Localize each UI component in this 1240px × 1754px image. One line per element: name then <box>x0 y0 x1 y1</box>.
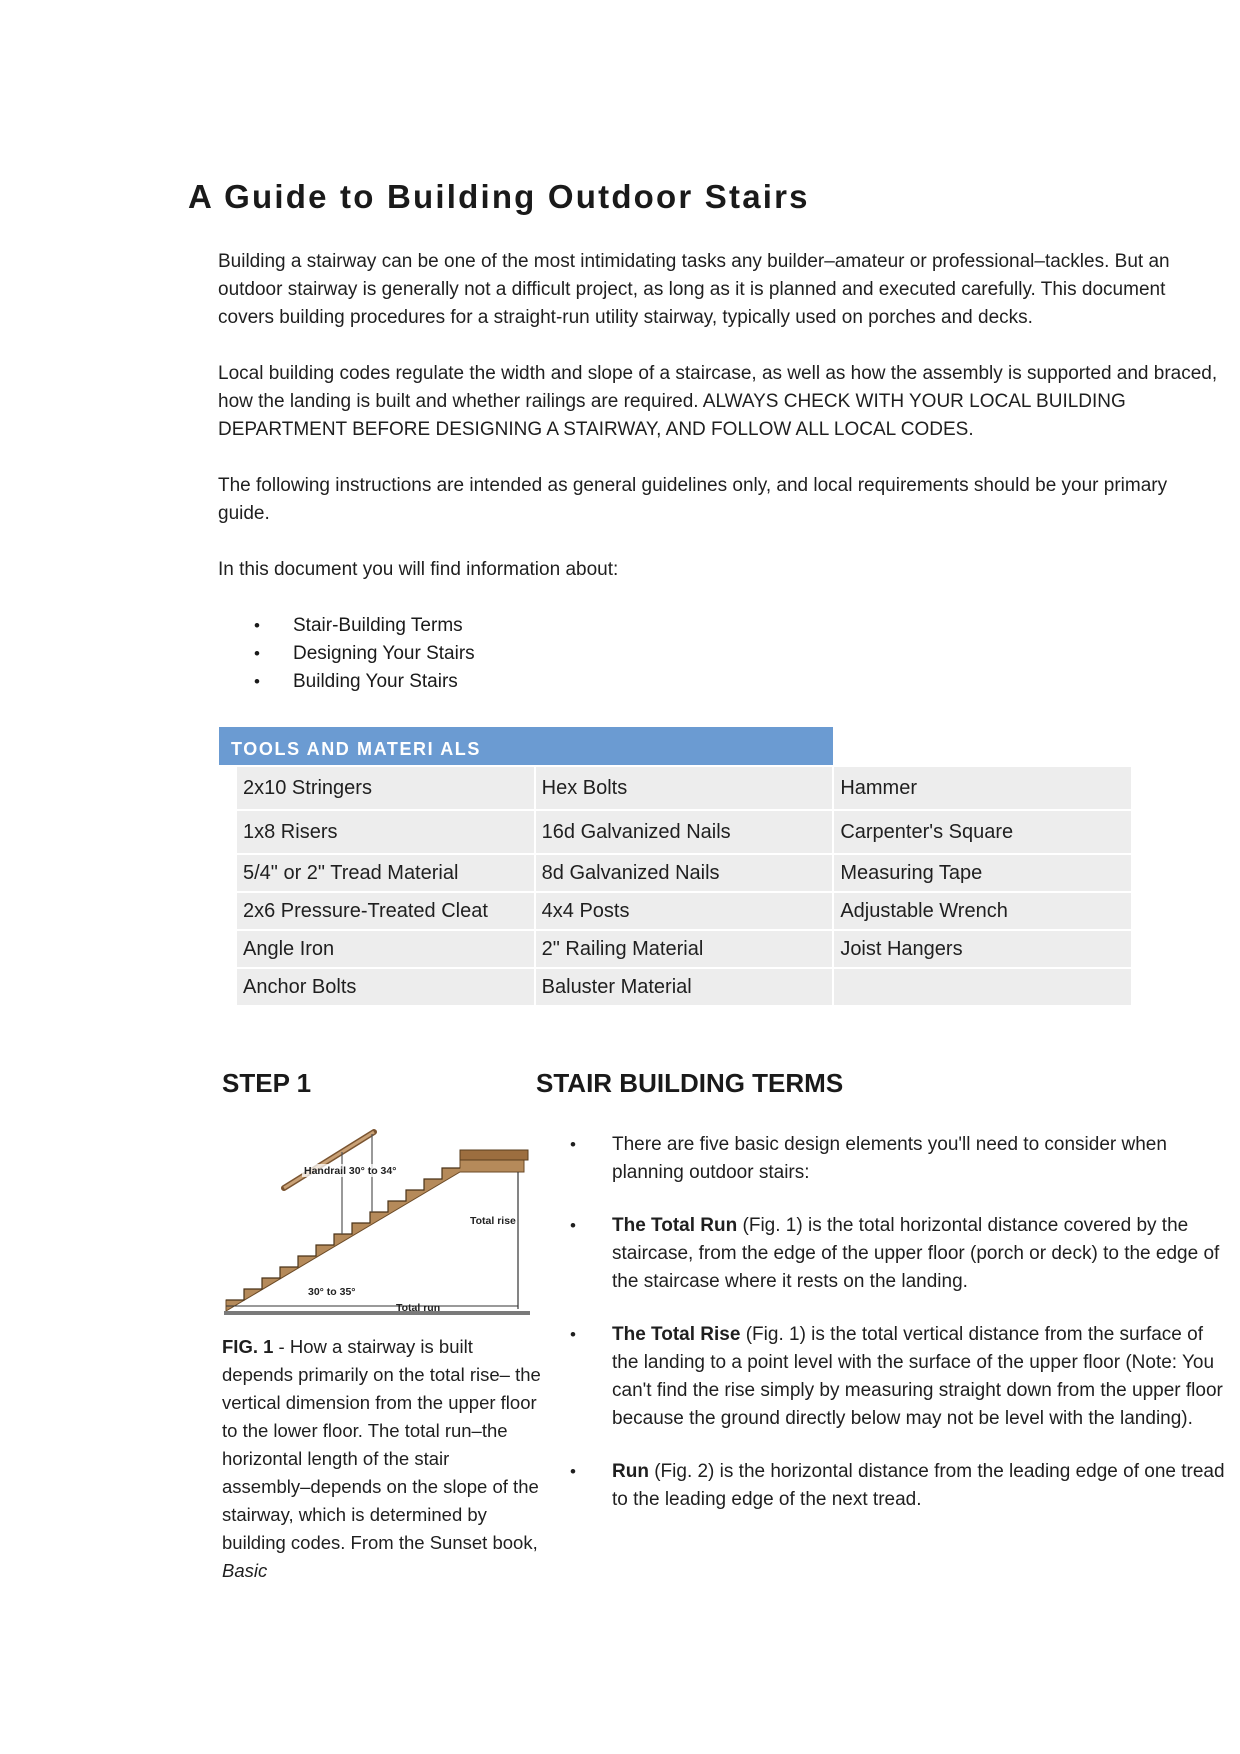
table-cell: Hammer <box>834 767 1131 809</box>
guidelines-paragraph: The following instructions are intended as general guidelines only, and local requirements should be your primary guide. <box>218 475 1168 524</box>
stair-stringer <box>226 1158 524 1311</box>
term-text: (Fig. 2) is the horizontal distance from the leading edge of one tread to the leading edge of the next tread. <box>612 1461 1225 1510</box>
caption-label: FIG. 1 <box>222 1336 274 1357</box>
angle-label: 30° to 35° <box>308 1286 356 1298</box>
term-text: There are five basic design elements you'll need to consider when planning outdoor stairs: <box>612 1134 1167 1183</box>
step-label: STEP 1 <box>222 1068 312 1098</box>
term-text: (Fig. 1) is the total horizontal distance covered by the staircase, from the edge of the upper floor (porch or deck) to the edge of the staircase where it rests on the landing. <box>612 1215 1220 1292</box>
total-run-label: Total run <box>396 1302 441 1314</box>
terms-list <box>570 1131 1230 1539</box>
table-row <box>237 767 1131 809</box>
table-cell <box>834 969 1131 1005</box>
contents-list <box>218 612 1223 696</box>
intro-paragraph: Building a stairway can be one of the most intimidating tasks any builder–amateur or professional–tackles. But an outdoor stairway is generally not a difficult project, as long as it is planned and executed carefully. This document covers building procedures for a straight-run utility stairway, typically used on porches and decks. <box>218 251 1170 328</box>
list-item <box>570 1458 1230 1514</box>
table-cell: Joist Hangers <box>834 931 1131 967</box>
table-cell: Measuring Tape <box>834 855 1131 891</box>
figure-caption <box>222 1333 542 1585</box>
codes-paragraph: Local building codes regulate the width and slope of a staircase, as well as how the assembly is supported and braced, how the landing is built and whether railings are required. ALWAYS CHECK WITH YOUR LOCAL BUILDING DEPARTMENT BEFORE DESIGNING A STAIRWAY, AND FOLLOW ALL LOCAL CODES. <box>218 363 1218 440</box>
table-cell: Angle Iron <box>237 931 534 967</box>
page-title: A Guide to Building Outdoor Stairs <box>188 178 810 215</box>
table-cell: 1x8 Risers <box>237 811 534 853</box>
table-cell: 2" Railing Material <box>536 931 833 967</box>
table-cell: Adjustable Wrench <box>834 893 1131 929</box>
term-name: The Total Run <box>612 1215 738 1236</box>
list-item <box>570 1131 1230 1187</box>
list-item: • Stair-Building Terms <box>218 612 1223 640</box>
table-cell: 5/4" or 2" Tread Material <box>237 855 534 891</box>
table-cell: Anchor Bolts <box>237 969 534 1005</box>
caption-book-title: Basic <box>222 1560 268 1581</box>
contents-intro: In this document you will find information about: <box>218 559 619 580</box>
table-cell: Hex Bolts <box>536 767 833 809</box>
term-name: The Total Rise <box>612 1324 741 1345</box>
tools-table <box>235 765 1133 1007</box>
stair-diagram-figure <box>224 1128 530 1323</box>
intro-section <box>218 248 1223 696</box>
section-heading: STAIR BUILDING TERMS <box>536 1068 844 1098</box>
table-row <box>237 893 1131 929</box>
table-row <box>237 811 1131 853</box>
ground-line <box>224 1311 530 1315</box>
table-cell: 4x4 Posts <box>536 893 833 929</box>
list-item: • Designing Your Stairs <box>218 640 1223 668</box>
table-cell: 16d Galvanized Nails <box>536 811 833 853</box>
upper-floor <box>460 1150 528 1160</box>
handrail-label: Handrail 30° to 34° <box>304 1165 397 1177</box>
handrail <box>284 1132 374 1234</box>
term-name: Run <box>612 1461 649 1482</box>
list-item: • Building Your Stairs <box>218 668 1223 696</box>
table-cell: Carpenter's Square <box>834 811 1131 853</box>
table-row <box>237 855 1131 891</box>
table-cell: Baluster Material <box>536 969 833 1005</box>
table-cell: 8d Galvanized Nails <box>536 855 833 891</box>
total-rise-label: Total rise <box>470 1215 516 1227</box>
caption-text: - How a stairway is built depends primarily on the total rise– the vertical dimension from the upper floor to the lower floor. The total run–the horizontal length of the stair assembly–depends on the slope of the stairway, which is determined by building codes. From the Sunset book, <box>222 1336 541 1553</box>
tools-table-header: TOOLS AND MATERI ALS <box>219 727 833 765</box>
term-text: (Fig. 1) is the total vertical distance from the surface of the landing to a point level with the surface of the upper floor (Note: You can't find the rise simply by measuring straight down from the upper floor because the ground directly below may not be level with the landing). <box>612 1324 1223 1429</box>
table-cell: 2x6 Pressure-Treated Cleat <box>237 893 534 929</box>
table-row <box>237 931 1131 967</box>
table-cell: 2x10 Stringers <box>237 767 534 809</box>
table-row <box>237 969 1131 1005</box>
list-item <box>570 1212 1230 1296</box>
list-item <box>570 1321 1230 1433</box>
